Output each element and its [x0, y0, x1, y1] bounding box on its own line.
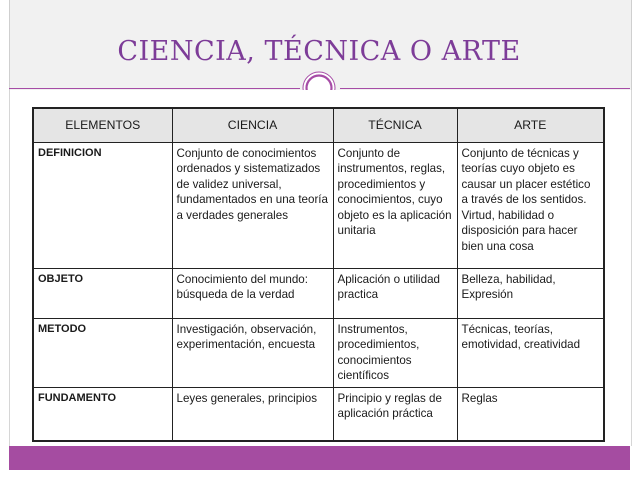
row-label-metodo: METODO: [33, 318, 172, 387]
cell-metodo-ciencia: Investigación, observación, experimentación, encuesta: [172, 318, 333, 387]
header-tecnica: TÉCNICA: [333, 108, 457, 142]
title-rule-left: [9, 88, 300, 89]
cell-objeto-tecnica: Aplicación o utilidad practica: [333, 268, 457, 318]
cell-metodo-arte: Técnicas, teorías, emotividad, creatividad: [457, 318, 604, 387]
table-row: [33, 268, 604, 318]
header-arte: ARTE: [457, 108, 604, 142]
cell-objeto-arte: Belleza, habilidad, Expresión: [457, 268, 604, 318]
comparison-table: [32, 107, 605, 442]
cell-fundamento-arte: Reglas: [457, 387, 604, 441]
table-row: [33, 387, 604, 441]
row-label-fundamento: FUNDAMENTO: [33, 387, 172, 441]
cell-definicion-arte: Conjunto de técnicas y teorías cuyo objeto es causar un placer estético a través de los sentidos. Virtud, habilidad o disposición para hacer bien una cosa: [457, 142, 604, 268]
header-ciencia: CIENCIA: [172, 108, 333, 142]
footer-bar: [9, 446, 630, 470]
row-label-objeto: OBJETO: [33, 268, 172, 318]
table-row: [33, 318, 604, 387]
cell-definicion-tecnica: Conjunto de instrumentos, reglas, procedimientos y conocimientos, cuyo objeto es la aplicación unitaria: [333, 142, 457, 268]
title-rule-right: [340, 88, 630, 89]
table-header-row: [33, 108, 604, 142]
table-row: [33, 142, 604, 268]
slide-title: CIENCIA, TÉCNICA O ARTE: [117, 36, 521, 67]
row-label-definicion: DEFINICION: [33, 142, 172, 268]
cell-metodo-tecnica: Instrumentos, procedimientos, conocimientos científicos: [333, 318, 457, 387]
cell-fundamento-tecnica: Principio y reglas de aplicación práctica: [333, 387, 457, 441]
header-elementos: ELEMENTOS: [33, 108, 172, 142]
cell-objeto-ciencia: Conocimiento del mundo: búsqueda de la verdad: [172, 268, 333, 318]
cell-definicion-ciencia: Conjunto de conocimientos ordenados y sistematizados de validez universal, fundamentados en una teoría a verdades generales: [172, 142, 333, 268]
cell-fundamento-ciencia: Leyes generales, principios: [172, 387, 333, 441]
